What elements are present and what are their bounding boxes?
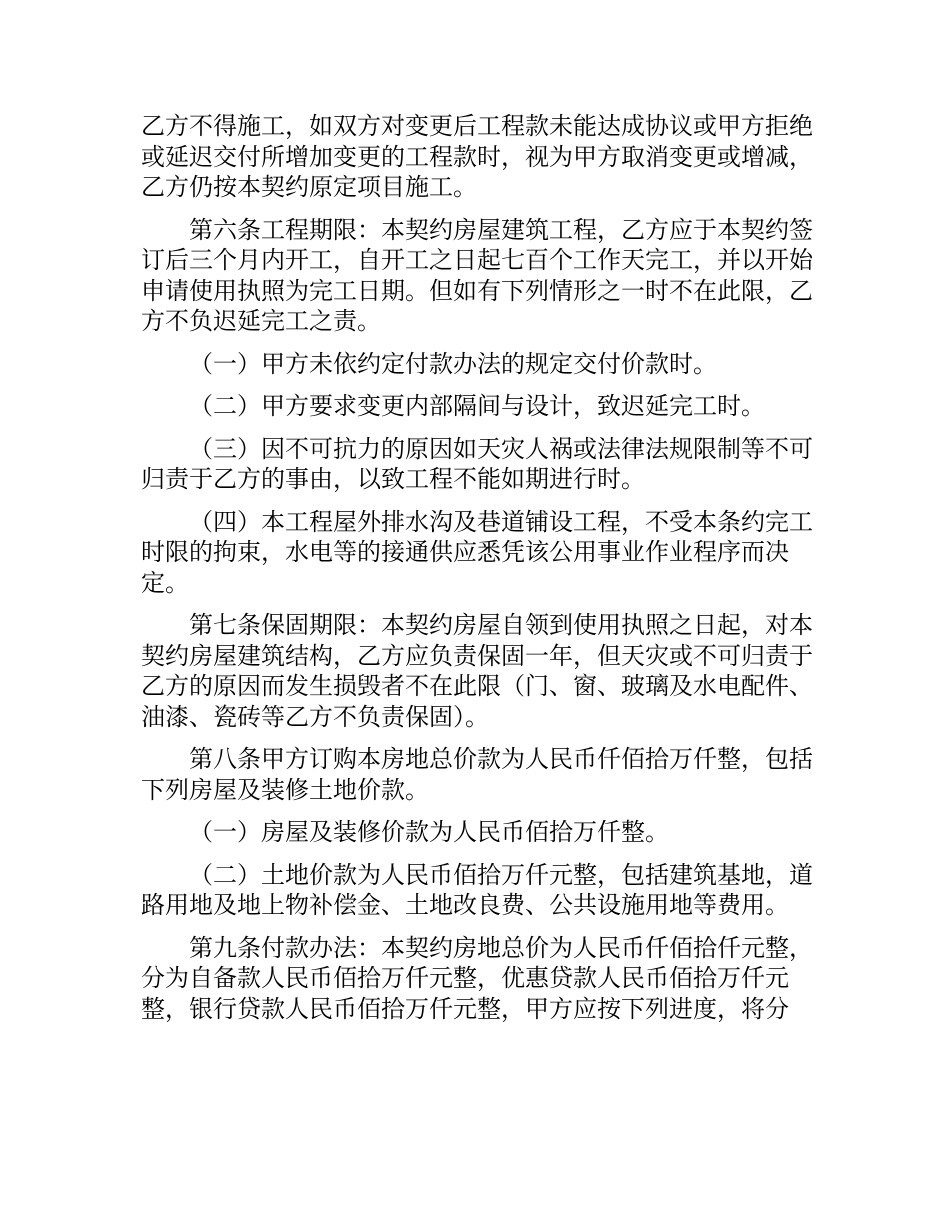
paragraph-article-6-item-4: （四）本工程屋外排水沟及巷道铺设工程，不受本条约完工时限的拘束，水电等的接通供应悉凭该公用事业作业程序而决定。 — [141, 507, 813, 597]
paragraph-article-8-item-1: （一）房屋及装修价款为人民币佰拾万仟整。 — [189, 818, 669, 846]
paragraph-article-7: 第七条保固期限：本契约房屋自领到使用执照之日起，对本契约房屋建筑结构，乙方应负责保固一年，但天灾或不可归责于乙方的原因而发生损毁者不在此限（门、窗、玻璃及水电配件、油漆、瓷砖等乙方不负责保固）。 — [141, 611, 813, 731]
paragraph-article-8: 第八条甲方订购本房地总价款为人民币仟佰拾万仟整，包括下列房屋及装修土地价款。 — [141, 745, 813, 804]
paragraph-continuation: 乙方不得施工，如双方对变更后工程款未能达成协议或甲方拒绝或延迟交付所增加变更的工程款时，视为甲方取消变更或增减，乙方仍按本契约原定项目施工。 — [141, 112, 813, 201]
paragraph-article-6-item-2: （二）甲方要求变更内部隔间与设计，致迟延完工时。 — [189, 392, 765, 420]
paragraph-article-6: 第六条工程期限：本契约房屋建筑工程，乙方应于本契约签订后三个月内开工，自开工之日起七百个工作天完工，并以开始申请使用执照为完工日期。但如有下列情形之一时不在此限，乙方不负迟延完工之责。 — [141, 215, 813, 335]
document-body — [141, 111, 813, 1024]
paragraph-article-6-item-1: （一）甲方未依约定付款办法的规定交付价款时。 — [189, 349, 717, 378]
paragraph-article-9: 第九条付款办法：本契约房地总价为人民币仟佰拾仟元整，分为自备款人民币佰拾万仟元整，优惠贷款人民币佰拾万仟元整，银行贷款人民币佰拾万仟元整，甲方应按下列进度，将分 — [141, 933, 813, 1023]
paragraph-article-6-item-3: （三）因不可抗力的原因如天灾人祸或法律法规限制等不可归责于乙方的事由，以致工程不能如期进行时。 — [141, 434, 813, 493]
paragraph-article-8-item-2: （二）土地价款为人民币佰拾万仟元整，包括建筑基地，道路用地及地上物补偿金、土地改良费、公共设施用地等费用。 — [141, 860, 813, 919]
